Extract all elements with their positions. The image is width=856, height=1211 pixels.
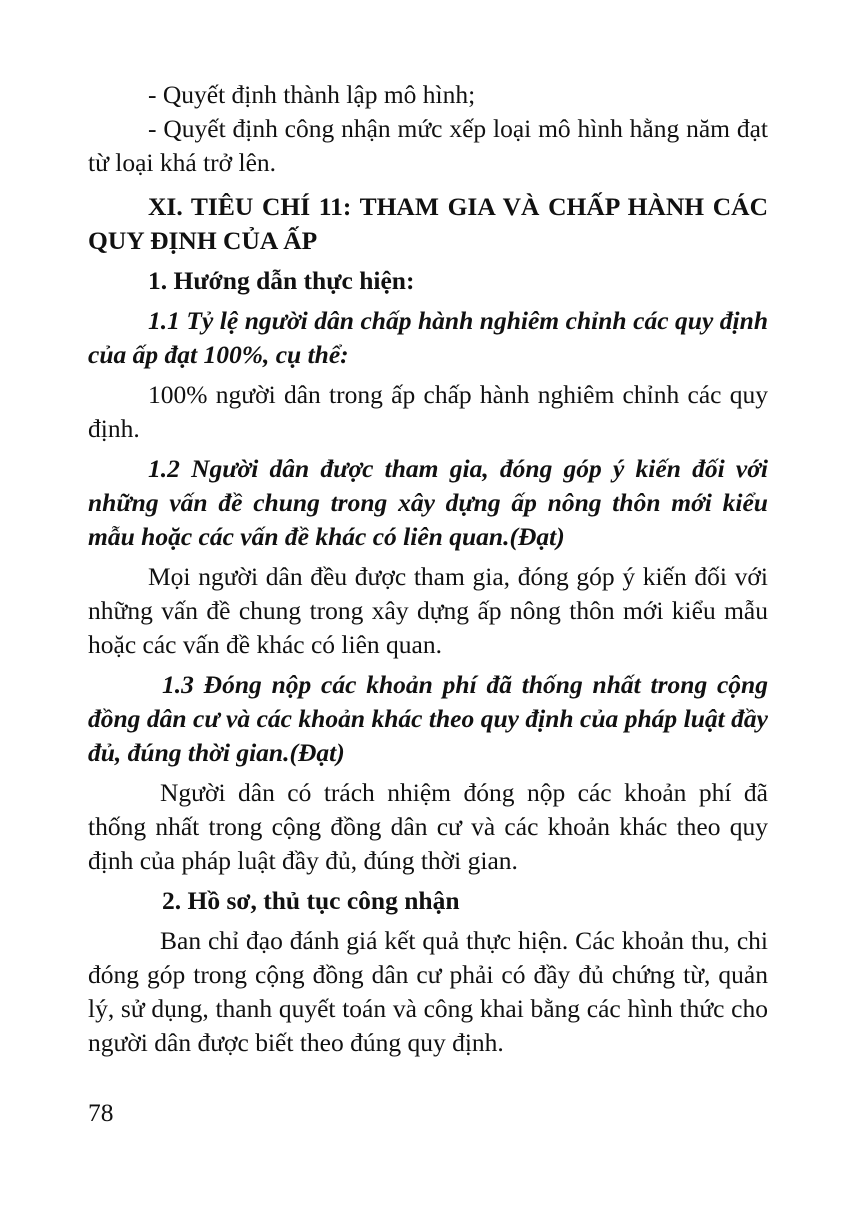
page-number: 78 bbox=[88, 1098, 114, 1127]
item-1-1-title: 1.1 Tỷ lệ người dân chấp hành nghiêm chỉnh các quy định của ấp đạt 100%, cụ thể: bbox=[88, 306, 768, 369]
item-1-1-body: 100% người dân trong ấp chấp hành nghiêm chỉnh các quy định. bbox=[88, 380, 768, 443]
subheading-guidance: 1. Hướng dẫn thực hiện: bbox=[148, 266, 415, 295]
closing-paragraph: Ban chỉ đạo đánh giá kết quả thực hiện. Các khoản thu, chi đóng góp trong cộng đồng dân cư phải có đầy đủ chứng từ, quản lý, sử dụng, thanh quyết toán và công khai bằng các hình thức cho người dân được biết theo đúng quy định. bbox=[88, 926, 768, 1057]
item-1-3-title: 1.3 Đóng nộp các khoản phí đã thống nhất trong cộng đồng dân cư và các khoản khác theo quy định của pháp luật đầy đủ, đúng thời gian.(Đạt) bbox=[88, 670, 768, 767]
document-page bbox=[88, 78, 768, 1060]
subheading-records: 2. Hồ sơ, thủ tục công nhận bbox=[162, 886, 460, 915]
list-item-decision-recognition: - Quyết định công nhận mức xếp loại mô hình hằng năm đạt từ loại khá trở lên. bbox=[88, 114, 768, 177]
item-1-2-body: Mọi người dân đều được tham gia, đóng góp ý kiến đối với những vấn đề chung trong xây dựng ấp nông thôn mới kiểu mẫu hoặc các vấn đề khác có liên quan. bbox=[88, 562, 768, 659]
list-item-decision-establish: - Quyết định thành lập mô hình; bbox=[148, 80, 476, 109]
section-heading: XI. TIÊU CHÍ 11: THAM GIA VÀ CHẤP HÀNH CÁC QUY ĐỊNH CỦA ẤP bbox=[88, 192, 768, 255]
item-1-3-body: Người dân có trách nhiệm đóng nộp các khoản phí đã thống nhất trong cộng đồng dân cư và các khoản khác theo quy định của pháp luật đầy đủ, đúng thời gian. bbox=[88, 778, 768, 875]
item-1-2-title: 1.2 Người dân được tham gia, đóng góp ý kiến đối với những vấn đề chung trong xây dựng ấp nông thôn mới kiểu mẫu hoặc các vấn đề khác có liên quan.(Đạt) bbox=[88, 454, 768, 551]
